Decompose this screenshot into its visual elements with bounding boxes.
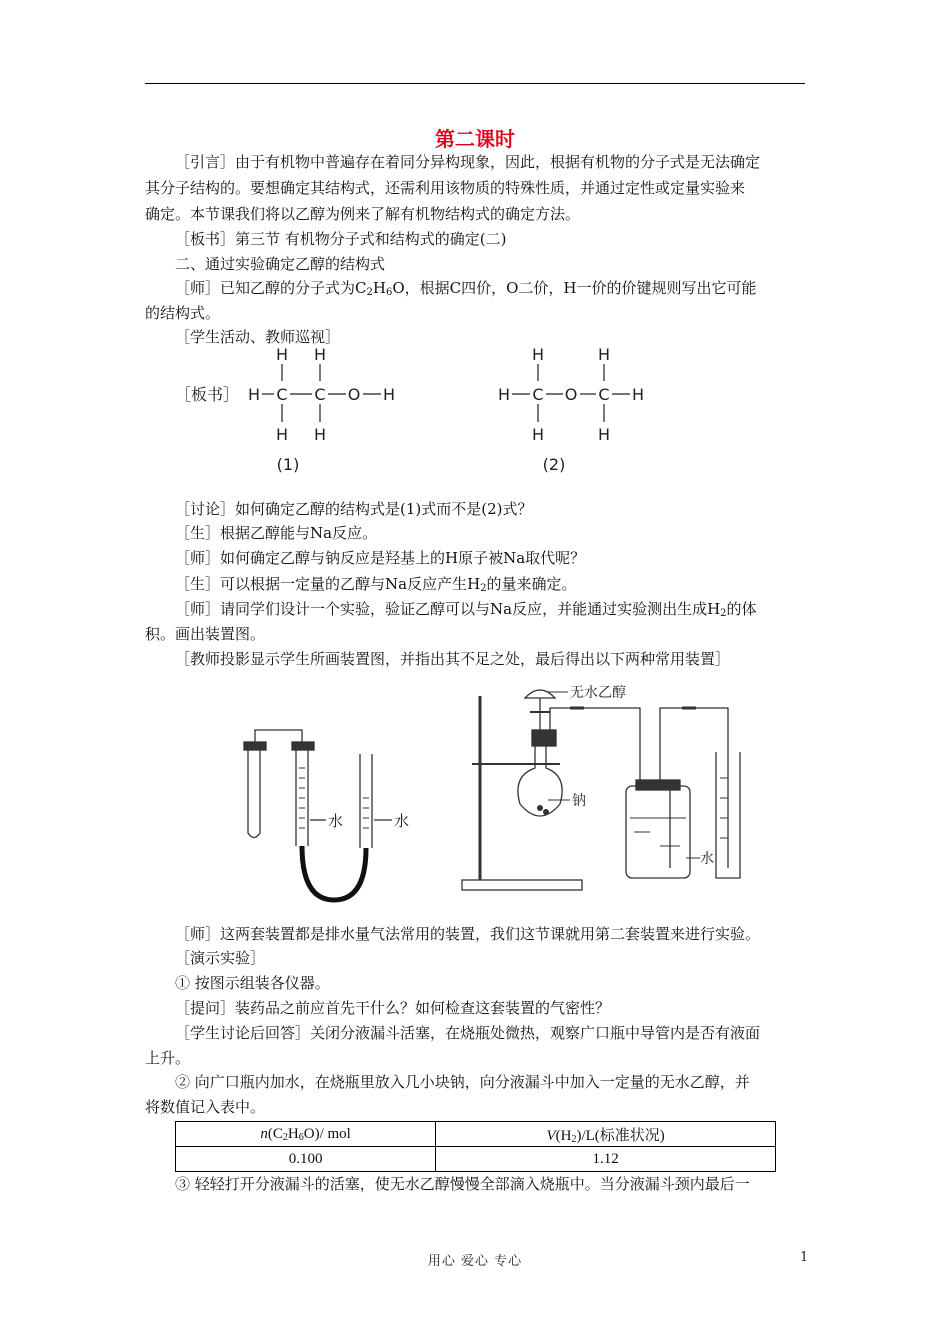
structural-formulas [170, 342, 670, 482]
section-heading: 二、通过实验确定乙醇的结构式 [175, 255, 386, 273]
step-2-line-1: ② 向广口瓶内加水，在烧瓶里放入几小块钠，向分液漏斗中加入一定量的无水乙醇，并 [175, 1073, 750, 1091]
graduated-tube [296, 746, 308, 846]
table-cell-n: 0.100 [176, 1147, 436, 1172]
step-1: ① 按图示组装各仪器。 [175, 974, 330, 992]
sodium-pieces [537, 805, 543, 811]
structure-label-2: (2) [542, 455, 566, 474]
water-label-3: 水 [700, 851, 714, 867]
s1-h-right: H [382, 385, 396, 404]
rubber-hose [302, 846, 366, 900]
board-heading: ［板书］第三节 有机物分子式和结构式的确定(二) [175, 230, 507, 248]
table-header-n: $n(C_2H_6O)/$ mol [176, 1122, 436, 1147]
teacher-statement-3-cont: 积。画出装置图。 [145, 625, 266, 643]
page-title: 第二课时 [435, 127, 515, 151]
student-answer-1: ［生］根据乙醇能与Na反应。 [175, 524, 378, 542]
table-row [176, 1147, 776, 1172]
demo-heading: ［演示实验］ [175, 949, 266, 967]
intro-line-3: 确定。本节课我们将以乙醇为例来了解有机物结构式的确定方法。 [145, 205, 581, 223]
s1-h-top-2: H [313, 345, 327, 364]
teacher-statement-1: ［师］已知乙醇的分子式为$C_2H_6O$，根据C四价，O二价，H一价的价键规则写出它可能 [175, 279, 757, 298]
stand-base [462, 880, 582, 890]
table-header-row [176, 1122, 776, 1147]
s1-h-top-1: H [275, 345, 289, 364]
step-2-line-2: 将数值记入表中。 [145, 1098, 266, 1116]
student-answer-2: ［生］可以根据一定量的乙醇与Na反应产生$H_2$的量来确定。 [175, 575, 577, 594]
water-label-2: 水 [394, 812, 410, 830]
connecting-tube-1 [255, 730, 302, 742]
teacher-statement-1-cont: 的结构式。 [145, 304, 221, 322]
s2-c2: C [598, 385, 610, 404]
s1-h-left: H [247, 385, 261, 404]
s1-c2: C [314, 385, 326, 404]
projection-note: ［教师投影显示学生所画装置图，并指出其不足之处，最后得出以下两种常用装置］ [175, 650, 731, 668]
s2-h-top-2: H [597, 345, 611, 364]
answer-line-1: ［学生讨论后回答］关闭分液漏斗活塞，在烧瓶处微热，观察广口瓶中导管内是否有液面 [175, 1024, 761, 1042]
delivery-tube-1 [550, 708, 640, 788]
s2-h-bottom-1: H [531, 425, 545, 444]
bottle-stopper [636, 780, 680, 790]
table-header-v: $V(H_2)/L$(标准状况) [436, 1122, 776, 1147]
s1-h-bottom-2: H [313, 425, 327, 444]
teacher-statement-3: ［师］请同学们设计一个实验，验证乙醇可以与Na反应，并能通过实验测出生成$H_2$的体 [175, 600, 757, 619]
s2-h-right: H [631, 385, 645, 404]
header-rule [145, 83, 805, 84]
step-3: ③ 轻轻打开分液漏斗的活塞，使无水乙醇慢慢全部滴入烧瓶中。当分液漏斗颈内最后一 [175, 1175, 750, 1193]
footer-motto: 用心 爱心 专心 [427, 1254, 523, 1269]
s2-o: O [564, 385, 578, 404]
s2-h-top-1: H [531, 345, 545, 364]
open-tube [360, 754, 372, 848]
s2-c1: C [532, 385, 544, 404]
s1-h-bottom-1: H [275, 425, 289, 444]
s1-o: O [347, 385, 361, 404]
stopper-1 [244, 742, 266, 750]
answer-line-2: 上升。 [145, 1049, 191, 1067]
discussion: ［讨论］如何确定乙醇的结构式是(1)式而不是(2)式？ [175, 500, 533, 518]
board-label: ［板书］ [175, 385, 240, 404]
flask-stopper [532, 730, 556, 746]
water-label-1: 水 [328, 812, 344, 830]
s1-c1: C [276, 385, 288, 404]
s2-h-left: H [497, 385, 511, 404]
stopper-2 [292, 742, 314, 750]
teacher-question-2: ［师］如何确定乙醇与钠反应是羟基上的H原子被Na取代呢？ [175, 549, 586, 567]
teacher-statement-4: ［师］这两套装置都是排水量气法常用的装置，我们这节课就用第二套装置来进行实验。 [175, 925, 761, 943]
question: ［提问］装药品之前应首先干什么？如何检查这套装置的气密性？ [175, 999, 611, 1017]
apparatus-figure [230, 668, 750, 908]
ethanol-label: 无水乙醇 [570, 685, 626, 701]
separatory-funnel [525, 690, 555, 698]
test-tube-1 [248, 746, 260, 838]
intro-line-1: ［引言］由于有机物中普遍存在着同分异构现象，因此，根据有机物的分子式是无法确定 [175, 153, 761, 171]
page-number: 1 [800, 1250, 809, 1265]
structure-label-1: (1) [276, 455, 300, 474]
s2-h-bottom-2: H [597, 425, 611, 444]
intro-line-2: 其分子结构的。要想确定其结构式，还需利用该物质的特殊性质，并通过定性或定量实验来 [145, 179, 746, 197]
data-table [175, 1121, 776, 1172]
table-cell-v: 1.12 [436, 1147, 776, 1172]
student-activity: ［学生活动、教师巡视］ [175, 328, 341, 346]
sodium-label: 钠 [572, 793, 586, 809]
